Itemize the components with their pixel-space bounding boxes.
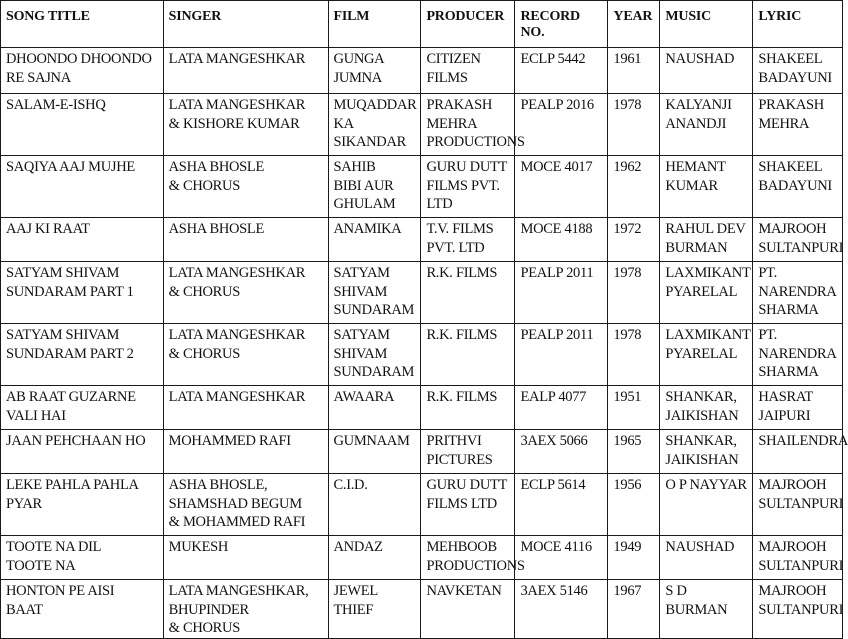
header-singer: SINGER	[163, 1, 328, 48]
year-cell: 1951	[608, 386, 660, 430]
film-cell: SATYAM SHIVAM SUNDARAM	[328, 324, 421, 386]
year-cell: 1972	[608, 218, 660, 262]
singer-cell: LATA MANGESHKAR	[163, 48, 328, 94]
table-row	[1, 474, 843, 536]
lyric-cell: MAJROOH SULTANPURI	[753, 536, 843, 580]
record-no-cell: 3AEX 5146	[515, 580, 608, 639]
singer-cell: MOHAMMED RAFI	[163, 430, 328, 474]
producer-cell: R.K. FILMS	[421, 386, 515, 430]
singer-cell: ASHA BHOSLE	[163, 218, 328, 262]
record-no-cell: ECLP 5442	[515, 48, 608, 94]
music-cell: KALYANJI ANANDJI	[660, 94, 753, 156]
film-cell: ANDAZ	[328, 536, 421, 580]
lyric-cell: MAJROOH SULTANPURI	[753, 474, 843, 536]
header-producer: PRODUCER	[421, 1, 515, 48]
singer-cell: ASHA BHOSLE & CHORUS	[163, 156, 328, 218]
song-title-cell: HONTON PE AISI BAAT	[1, 580, 164, 639]
song-title-cell: LEKE PAHLA PAHLA PYAR	[1, 474, 164, 536]
film-cell: C.I.D.	[328, 474, 421, 536]
film-cell: JEWEL THIEF	[328, 580, 421, 639]
table-row	[1, 580, 843, 639]
film-cell: GUMNAAM	[328, 430, 421, 474]
record-no-cell: EALP 4077	[515, 386, 608, 430]
film-cell: MUQADDAR KA SIKANDAR	[328, 94, 421, 156]
film-cell: ANAMIKA	[328, 218, 421, 262]
music-cell: S D BURMAN	[660, 580, 753, 639]
year-cell: 1956	[608, 474, 660, 536]
producer-cell: R.K. FILMS	[421, 262, 515, 324]
lyric-cell: PRAKASH MEHRA	[753, 94, 843, 156]
producer-cell: GURU DUTT FILMS PVT. LTD	[421, 156, 515, 218]
lyric-cell: MAJROOH SULTANPURI	[753, 580, 843, 639]
header-song-title: SONG TITLE	[1, 1, 164, 48]
table-row	[1, 262, 843, 324]
music-cell: SHANKAR, JAIKISHAN	[660, 430, 753, 474]
lyric-cell: SHAKEEL BADAYUNI	[753, 156, 843, 218]
music-cell: LAXMIKANT PYARELAL	[660, 324, 753, 386]
header-music: MUSIC	[660, 1, 753, 48]
music-cell: NAUSHAD	[660, 536, 753, 580]
table-header-row	[1, 1, 843, 48]
song-title-cell: TOOTE NA DIL TOOTE NA	[1, 536, 164, 580]
year-cell: 1967	[608, 580, 660, 639]
music-cell: HEMANT KUMAR	[660, 156, 753, 218]
record-no-cell: ECLP 5614	[515, 474, 608, 536]
table-row	[1, 536, 843, 580]
song-title-cell: JAAN PEHCHAAN HO	[1, 430, 164, 474]
song-title-cell: SALAM-E-ISHQ	[1, 94, 164, 156]
table-row	[1, 94, 843, 156]
music-cell: SHANKAR, JAIKISHAN	[660, 386, 753, 430]
song-title-cell: SAQIYA AAJ MUJHE	[1, 156, 164, 218]
table-body	[1, 48, 848, 639]
producer-cell: T.V. FILMS PVT. LTD	[421, 218, 515, 262]
music-cell: O P NAYYAR	[660, 474, 753, 536]
header-film: FILM	[328, 1, 421, 48]
film-cell: AWAARA	[328, 386, 421, 430]
producer-cell: GURU DUTT FILMS LTD	[421, 474, 515, 536]
song-title-cell: DHOONDO DHOONDO RE SAJNA	[1, 48, 164, 94]
producer-cell: MEHBOOB PRODUCTIONS	[421, 536, 515, 580]
table-row	[1, 386, 843, 430]
table-row	[1, 48, 843, 94]
year-cell: 1978	[608, 324, 660, 386]
record-no-cell: MOCE 4017	[515, 156, 608, 218]
film-cell: SAHIB BIBI AUR GHULAM	[328, 156, 421, 218]
header-lyric: LYRIC	[753, 1, 843, 48]
lyric-cell: HASRAT JAIPURI	[753, 386, 843, 430]
song-title-cell: SATYAM SHIVAM SUNDARAM PART 2	[1, 324, 164, 386]
producer-cell: CITIZEN FILMS	[421, 48, 515, 94]
lyric-cell: PT. NARENDRA SHARMA	[753, 262, 843, 324]
singer-cell: LATA MANGESHKAR & CHORUS	[163, 262, 328, 324]
song-title-cell: AAJ KI RAAT	[1, 218, 164, 262]
music-cell: LAXMIKANT PYARELAL	[660, 262, 753, 324]
record-no-cell: MOCE 4188	[515, 218, 608, 262]
year-cell: 1978	[608, 94, 660, 156]
film-cell: GUNGA JUMNA	[328, 48, 421, 94]
year-cell: 1965	[608, 430, 660, 474]
music-cell: NAUSHAD	[660, 48, 753, 94]
record-no-cell: PEALP 2011	[515, 324, 608, 386]
year-cell: 1978	[608, 262, 660, 324]
lyric-cell: MAJROOH SULTANPURI	[753, 218, 843, 262]
singer-cell: LATA MANGESHKAR	[163, 386, 328, 430]
header-year: YEAR	[608, 1, 660, 48]
producer-cell: PRAKASH MEHRA PRODUCTIONS	[421, 94, 515, 156]
singer-cell: ASHA BHOSLE, SHAMSHAD BEGUM & MOHAMMED RAFI	[163, 474, 328, 536]
record-no-cell: 3AEX 5066	[515, 430, 608, 474]
year-cell: 1949	[608, 536, 660, 580]
table-row	[1, 156, 843, 218]
table-row	[1, 324, 843, 386]
record-no-cell: PEALP 2016	[515, 94, 608, 156]
music-cell: RAHUL DEV BURMAN	[660, 218, 753, 262]
producer-cell: NAVKETAN	[421, 580, 515, 639]
lyric-cell: SHAKEEL BADAYUNI	[753, 48, 843, 94]
header-record-no: RECORD NO.	[515, 1, 608, 48]
lyric-cell: SHAILENDRA	[753, 430, 843, 474]
year-cell: 1961	[608, 48, 660, 94]
producer-cell: R.K. FILMS	[421, 324, 515, 386]
producer-cell: PRITHVI PICTURES	[421, 430, 515, 474]
record-no-cell: MOCE 4116	[515, 536, 608, 580]
singer-cell: LATA MANGESHKAR & CHORUS	[163, 324, 328, 386]
lyric-cell: PT. NARENDRA SHARMA	[753, 324, 843, 386]
record-no-cell: PEALP 2011	[515, 262, 608, 324]
singer-cell: LATA MANGESHKAR, BHUPINDER & CHORUS	[163, 580, 328, 639]
year-cell: 1962	[608, 156, 660, 218]
film-cell: SATYAM SHIVAM SUNDARAM	[328, 262, 421, 324]
singer-cell: MUKESH	[163, 536, 328, 580]
table-row	[1, 218, 843, 262]
song-title-cell: SATYAM SHIVAM SUNDARAM PART 1	[1, 262, 164, 324]
table-row	[1, 430, 843, 474]
song-title-cell: AB RAAT GUZARNE VALI HAI	[1, 386, 164, 430]
singer-cell: LATA MANGESHKAR & KISHORE KUMAR	[163, 94, 328, 156]
